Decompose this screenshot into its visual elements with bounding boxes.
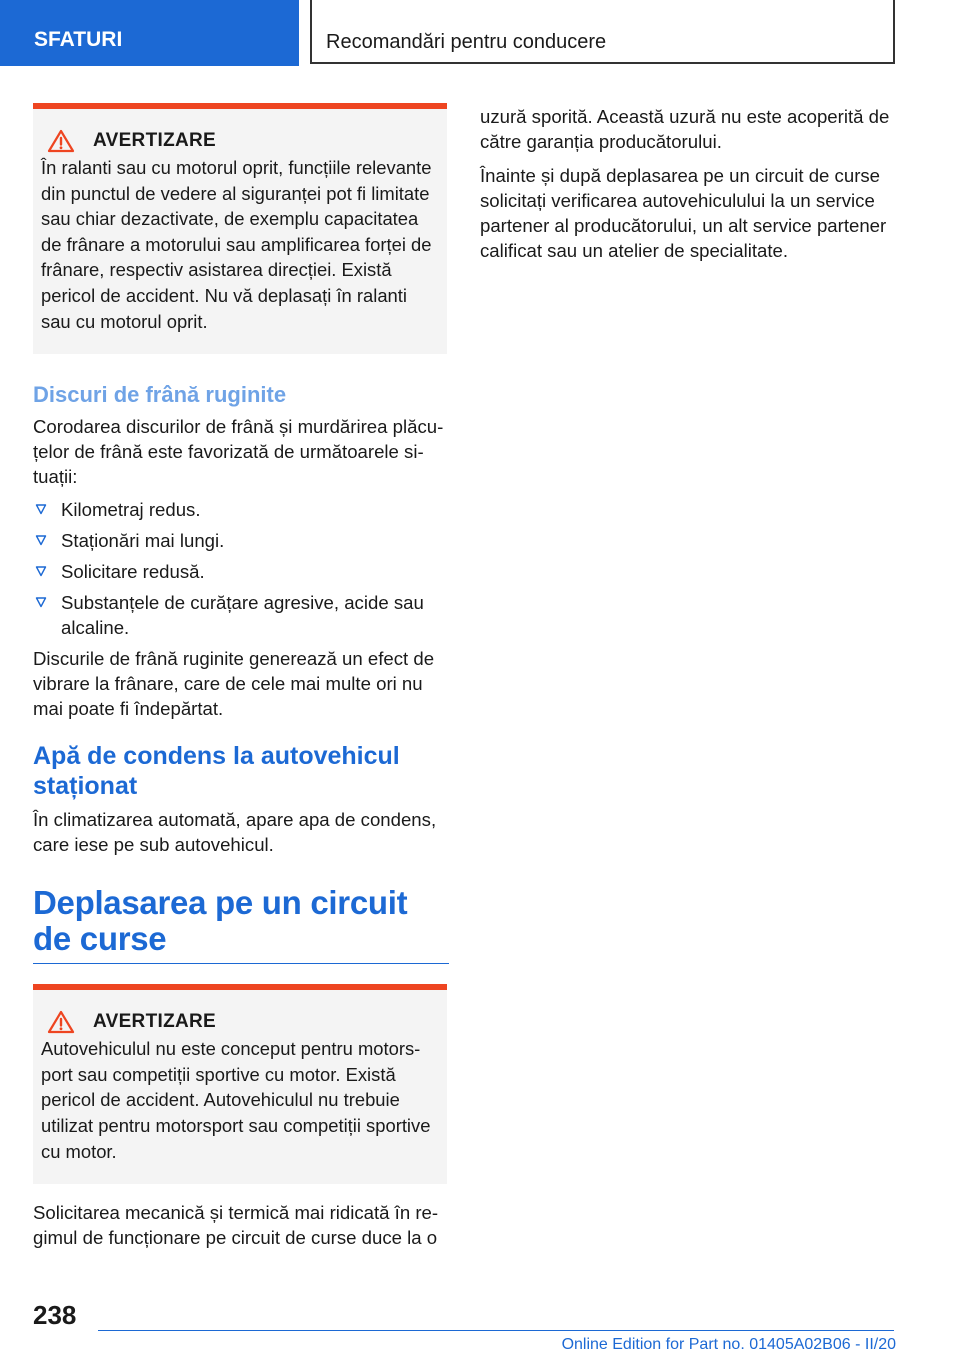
- paragraph: uzură sporită. Această uzură nu este acoperită de către garanția producătorului.: [480, 106, 890, 152]
- track-text: Solicitarea mecanică și termică mai ridicată în regimul de funcționare pe circuit de curse duce la o: [33, 1202, 439, 1249]
- warning-triangle-icon: [47, 1010, 75, 1034]
- warning-box: [33, 103, 447, 354]
- warning-title: AVERTIZARE: [93, 1011, 216, 1033]
- right-column: [480, 104, 900, 272]
- warning-title: AVERTIZARE: [93, 130, 216, 151]
- track-heading: Deplasarea pe un circuit de curse: [33, 885, 449, 964]
- warning-triangle-icon: [47, 129, 75, 153]
- condens-text: În climatizarea automată, apare apa de condens, care iese pe sub autovehicul.: [33, 809, 437, 856]
- warning-box: [33, 984, 447, 1184]
- rust-list: [33, 497, 449, 640]
- triangle-bullet-icon: [35, 565, 47, 577]
- page-header: [0, 0, 960, 66]
- condens-heading: Apă de condens la autovehicul staționat: [33, 742, 400, 801]
- left-column: [33, 103, 449, 1250]
- list-item: [33, 559, 449, 584]
- triangle-bullet-icon: [35, 534, 47, 546]
- rust-intro: Corodarea discurilor de frână și murdărirea plăcuțelor de frână este favorizată de următoarele situații:: [33, 416, 444, 488]
- warning-header: [41, 129, 439, 153]
- list-item-text: Substanțele de curățare agresive, acide sau alcaline.: [61, 592, 424, 639]
- list-item: [33, 528, 449, 553]
- chapter-title: Recomandări pentru conducere: [310, 0, 895, 64]
- rust-heading: Discuri de frână ruginite: [33, 382, 287, 408]
- list-item-text: Kilometraj redus.: [61, 499, 201, 521]
- warning-text: În ralanti sau cu motorul oprit, funcțiile relevante din punctul de vedere al siguranței pot fi limitate sau chiar dezactivate, de exemplu capacitatea de frânare a motorului sau amplificarea forței de frânare, respectiv asistarea direcției. Există pericol de accident. Nu vă deplasați în ralanti sau cu motorul oprit.: [41, 157, 432, 332]
- list-item-text: Solicitare redusă.: [61, 561, 205, 583]
- warning-header: [41, 1010, 439, 1034]
- rust-outro: Discurile de frână ruginite generează un efect de vibrare la frânare, care de cele mai multe ori nu mai poate fi îndepărtat.: [33, 648, 435, 720]
- page-number: 238: [33, 1300, 77, 1330]
- triangle-bullet-icon: [35, 503, 47, 515]
- list-item: [33, 590, 449, 640]
- list-item-text: Staționări mai lungi.: [61, 530, 225, 552]
- list-item: [33, 497, 449, 522]
- footer-divider: [98, 1330, 894, 1331]
- paragraph: Înainte și după deplasarea pe un circuit de curse solicitați verificarea autovehiculului la un service partener al producătorului, un alt service partener calificat sau un atelier de specialitate.: [480, 165, 887, 261]
- warning-text: Autovehiculul nu este conceput pentru motorsport sau competiții sportive cu motor. Există pericol de accident. Autovehiculul nu trebuie utilizat pentru motorsport sau competiții sportive cu motor.: [41, 1038, 431, 1162]
- section-tab: SFATURI: [0, 0, 299, 66]
- triangle-bullet-icon: [35, 596, 47, 608]
- edition-text: Online Edition for Part no. 01405A02B06 - II/20: [561, 1336, 896, 1353]
